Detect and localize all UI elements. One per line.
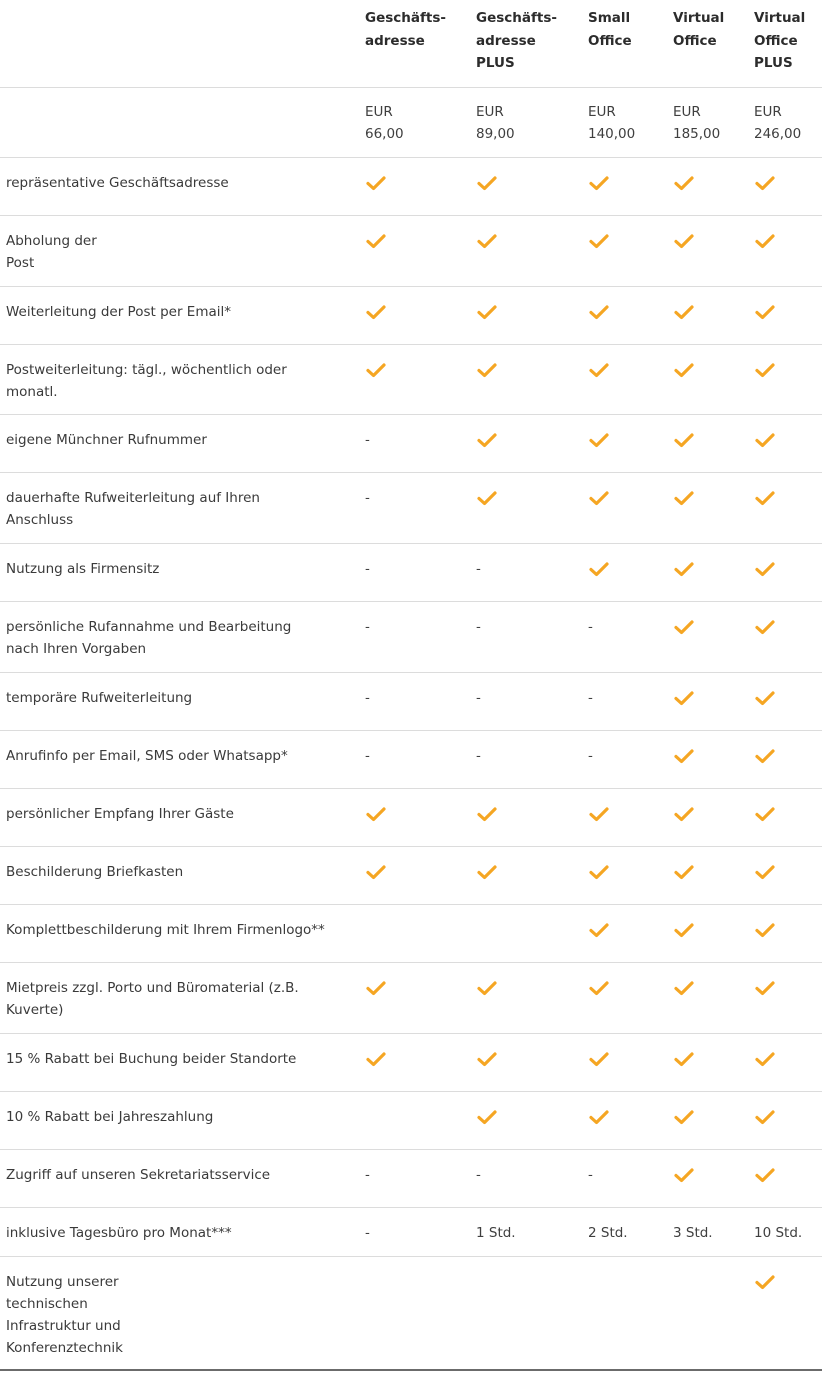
feature-value: 2 Std. [588, 1225, 628, 1241]
check-icon [754, 745, 776, 772]
check-icon [673, 1106, 695, 1133]
check-icon [754, 1106, 776, 1133]
check-icon [673, 861, 695, 888]
column-header: Small Office [588, 10, 632, 49]
table-row [0, 1092, 822, 1150]
feature-label: Anrufinfo per Email, SMS oder Whatsapp* [6, 748, 288, 764]
not-included-dash: - [365, 1167, 370, 1183]
check-icon [754, 558, 776, 585]
feature-label: persönlicher Empfang Ihrer Gäste [6, 806, 234, 822]
price-value: EUR 246,00 [754, 104, 802, 142]
table-row [0, 345, 822, 415]
not-included-dash: - [365, 690, 370, 706]
check-icon [588, 977, 610, 1004]
feature-label: Beschilderung Briefkasten [6, 864, 184, 880]
feature-label: Nutzung als Firmensitz [6, 561, 160, 577]
table-row [0, 1208, 822, 1257]
check-icon [365, 1048, 387, 1075]
check-icon [754, 919, 776, 946]
column-header: Geschäfts- adresse PLUS [476, 10, 557, 71]
check-icon [476, 230, 498, 257]
table-row [0, 473, 822, 544]
feature-label: 15 % Rabatt bei Buchung beider Standorte [6, 1051, 297, 1067]
check-icon [673, 230, 695, 257]
feature-label: Postweiterleitung: tägl., wöchentlich oder monatl. [6, 362, 287, 400]
table-row [0, 1150, 822, 1208]
check-icon [673, 919, 695, 946]
not-included-dash: - [476, 619, 481, 635]
column-header: Virtual Office PLUS [754, 10, 806, 71]
table-row [0, 905, 822, 963]
column-header: Geschäfts- adresse [365, 10, 446, 49]
check-icon [754, 172, 776, 199]
feature-label: inklusive Tagesbüro pro Monat*** [6, 1225, 232, 1241]
price-value: EUR 89,00 [476, 104, 515, 142]
feature-value: 3 Std. [673, 1225, 713, 1241]
check-icon [673, 803, 695, 830]
feature-label: Abholung der Post [6, 233, 97, 271]
check-icon [673, 558, 695, 585]
check-icon [476, 172, 498, 199]
not-included-dash: - [365, 619, 370, 635]
price-value: EUR 66,00 [365, 104, 404, 142]
feature-label: Weiterleitung der Post per Email* [6, 304, 232, 320]
check-icon [673, 429, 695, 456]
check-icon [476, 487, 498, 514]
price-value: EUR 140,00 [588, 104, 636, 142]
check-icon [673, 359, 695, 386]
not-included-dash: - [588, 748, 593, 764]
not-included-dash: - [365, 1225, 370, 1241]
check-icon [754, 687, 776, 714]
table-row [0, 158, 822, 216]
check-icon [754, 1271, 776, 1298]
not-included-dash: - [476, 561, 481, 577]
price-row [0, 88, 822, 158]
check-icon [365, 359, 387, 386]
price-value: EUR 185,00 [673, 104, 721, 142]
check-icon [673, 1048, 695, 1075]
header-row [0, 0, 822, 88]
feature-label: dauerhafte Rufweiterleitung auf Ihren Anschluss [6, 490, 260, 528]
check-icon [365, 977, 387, 1004]
not-included-dash: - [365, 748, 370, 764]
feature-value: 1 Std. [476, 1225, 516, 1241]
check-icon [365, 803, 387, 830]
check-icon [588, 861, 610, 888]
check-icon [673, 487, 695, 514]
check-icon [673, 616, 695, 643]
check-icon [754, 301, 776, 328]
not-included-dash: - [588, 619, 593, 635]
feature-label: 10 % Rabatt bei Jahreszahlung [6, 1109, 214, 1125]
feature-label: Nutzung unserer technischen Infrastruktur und Konferenztechnik [6, 1274, 123, 1356]
not-included-dash: - [588, 690, 593, 706]
check-icon [754, 803, 776, 830]
feature-label: repräsentative Geschäftsadresse [6, 175, 229, 191]
check-icon [476, 1106, 498, 1133]
feature-label: Komplettbeschilderung mit Ihrem Firmenlogo** [6, 922, 325, 938]
not-included-dash: - [476, 748, 481, 764]
table-row [0, 415, 822, 473]
check-icon [673, 301, 695, 328]
table-row [0, 216, 822, 287]
check-icon [588, 558, 610, 585]
not-included-dash: - [365, 432, 370, 448]
check-icon [476, 359, 498, 386]
check-icon [588, 1048, 610, 1075]
table-row [0, 847, 822, 905]
check-icon [588, 230, 610, 257]
feature-label: Mietpreis zzgl. Porto und Büromaterial (z.B. Kuverte) [6, 980, 299, 1018]
not-included-dash: - [476, 690, 481, 706]
check-icon [365, 301, 387, 328]
check-icon [588, 803, 610, 830]
check-icon [673, 1164, 695, 1191]
check-icon [588, 172, 610, 199]
check-icon [754, 616, 776, 643]
check-icon [476, 1048, 498, 1075]
check-icon [754, 977, 776, 1004]
check-icon [476, 977, 498, 1004]
check-icon [754, 1048, 776, 1075]
check-icon [476, 301, 498, 328]
check-icon [365, 172, 387, 199]
check-icon [673, 977, 695, 1004]
check-icon [588, 1106, 610, 1133]
table-row [0, 963, 822, 1034]
check-icon [476, 429, 498, 456]
check-icon [588, 919, 610, 946]
column-header: Virtual Office [673, 10, 725, 49]
check-icon [673, 745, 695, 772]
check-icon [673, 687, 695, 714]
check-icon [754, 359, 776, 386]
table-row [0, 287, 822, 345]
table-row [0, 673, 822, 731]
not-included-dash: - [365, 490, 370, 506]
check-icon [588, 429, 610, 456]
check-icon [588, 487, 610, 514]
table-row [0, 1257, 822, 1371]
check-icon [754, 861, 776, 888]
feature-label: Zugriff auf unseren Sekretariatsservice [6, 1167, 271, 1183]
check-icon [754, 487, 776, 514]
check-icon [365, 230, 387, 257]
feature-label: persönliche Rufannahme und Bearbeitung nach Ihren Vorgaben [6, 619, 292, 657]
not-included-dash: - [476, 1167, 481, 1183]
check-icon [588, 301, 610, 328]
check-icon [754, 429, 776, 456]
check-icon [588, 359, 610, 386]
not-included-dash: - [365, 561, 370, 577]
check-icon [754, 1164, 776, 1191]
table-row [0, 731, 822, 789]
check-icon [476, 803, 498, 830]
check-icon [673, 172, 695, 199]
table-row [0, 544, 822, 602]
feature-value: 10 Std. [754, 1225, 803, 1241]
feature-label: eigene Münchner Rufnummer [6, 432, 207, 448]
feature-label: temporäre Rufweiterleitung [6, 690, 193, 706]
check-icon [476, 861, 498, 888]
check-icon [754, 230, 776, 257]
check-icon [365, 861, 387, 888]
table-row [0, 789, 822, 847]
table-row [0, 602, 822, 673]
table-row [0, 1034, 822, 1092]
not-included-dash: - [588, 1167, 593, 1183]
